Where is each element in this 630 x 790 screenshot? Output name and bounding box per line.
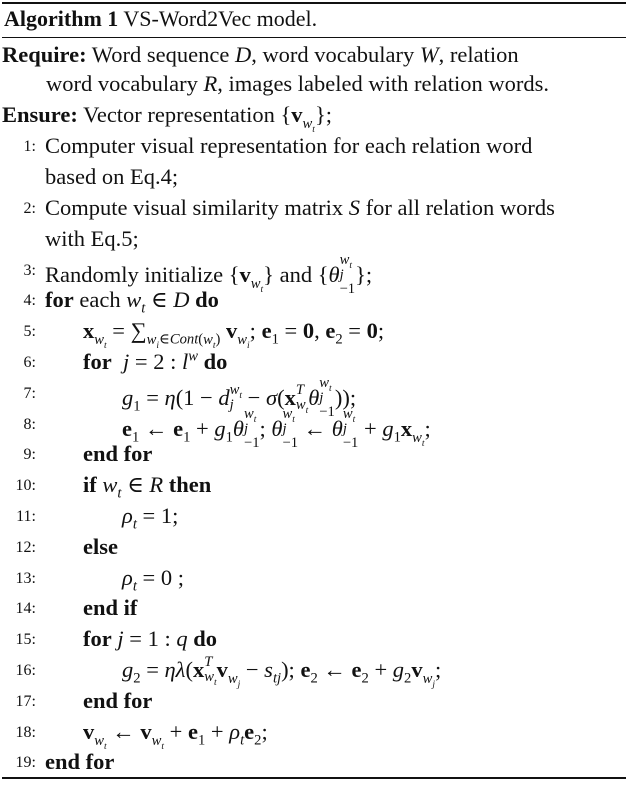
line-number-6: 6: xyxy=(23,354,36,371)
step-1-text: Computer visual representation for each relation word xyxy=(45,133,533,158)
else-keyword: else xyxy=(83,534,118,559)
then-keyword: then xyxy=(168,472,212,497)
step-2-cont-text: with Eq.5; xyxy=(45,226,139,251)
step-11: $\rho_t = 1$; xyxy=(122,503,179,533)
line-number-15: 15: xyxy=(15,631,36,648)
end-if-keyword: end if xyxy=(83,595,138,620)
step-12 xyxy=(83,532,118,563)
step-4: for each $w_t$ ∈ D do xyxy=(45,287,219,317)
line-number-10: 10: xyxy=(15,477,36,494)
for-keyword-inner: for xyxy=(83,349,112,374)
do-keyword: do xyxy=(195,287,219,312)
step-2: Compute visual similarity matrix S for all relation words xyxy=(45,195,555,220)
require-line-1: Require: Word sequence D, word vocabulary W, relation xyxy=(2,42,519,67)
step-10: if $w_t$ ∈ R then xyxy=(83,472,212,502)
line-number-17: 17: xyxy=(15,693,36,710)
step-2-cont xyxy=(45,224,139,255)
line-number-9: 9: xyxy=(23,446,36,463)
step-1-cont-text: based on Eq.4; xyxy=(45,164,179,189)
line-number-18: 18: xyxy=(15,724,36,741)
line-number-5: 5: xyxy=(23,323,36,340)
do-keyword-second: do xyxy=(193,626,217,651)
mid-rule xyxy=(2,37,626,38)
step-16: $g_2 = \eta\lambda(x$ T $w_t$ $v_{w_j} - s_{tj}$); $e_2$ ← $e_2 + g_2v_{w_j}$; xyxy=(122,654,442,690)
step-13: $\rho_t = 0$ ; xyxy=(122,565,184,595)
end-for-keyword-outer: end for xyxy=(45,749,115,774)
algorithm-title xyxy=(4,5,317,33)
step-1-cont xyxy=(45,162,178,193)
line-number-19: 19: xyxy=(15,754,36,771)
step-1 xyxy=(45,131,532,162)
line-number-1: 1: xyxy=(23,138,36,155)
step-3: Randomly initialize $\{v_{w_t}\}$ and {θ $w_t$ j −1}; xyxy=(45,252,373,298)
bottom-rule xyxy=(2,777,626,779)
top-rule xyxy=(2,2,626,4)
require-line-2: word vocabulary R, images labeled with relation words. xyxy=(46,71,549,96)
step-9 xyxy=(83,439,152,470)
do-keyword-inner: do xyxy=(203,349,228,374)
line-number-4: 4: xyxy=(23,292,36,309)
step-7: $g_1 = \eta(1 - d$ $w_t$ j − σ(x T $w_t$ θ $w_t$ j −1)); xyxy=(122,375,357,421)
for-keyword-second: for xyxy=(83,626,112,651)
line-number-3: 3: xyxy=(23,262,36,279)
algorithm-label: Algorithm 1 xyxy=(4,6,119,31)
line-number-8: 8: xyxy=(23,416,36,433)
step-14 xyxy=(83,593,137,624)
line-number-11: 11: xyxy=(16,508,36,525)
line-number-13: 13: xyxy=(15,570,36,587)
line-number-7: 7: xyxy=(23,385,36,402)
line-number-14: 14: xyxy=(15,600,36,617)
step-19 xyxy=(45,747,114,778)
algorithm-name: VS-Word2Vec model. xyxy=(123,6,318,31)
line-number-12: 12: xyxy=(15,539,36,556)
step-17 xyxy=(83,686,152,717)
end-for-keyword-inner: end for xyxy=(83,441,153,466)
end-for-keyword-second: end for xyxy=(83,688,153,713)
step-15: for j = 1 : q do xyxy=(83,626,217,651)
line-number-16: 16: xyxy=(15,662,36,679)
ensure-label: Ensure: xyxy=(2,102,78,127)
step-18: $v_{w_t}$ ← $v_{w_t} + e_1 + \rho_te_2$; xyxy=(83,719,268,752)
if-keyword: if xyxy=(83,472,97,497)
step-5: $x_{w_t} = \sum_{w_i\in Cont(w_t)}$ $v_{w_i}$; $e_1 = 0$, $e_2 = 0$; xyxy=(83,318,385,351)
require-label: Require: xyxy=(2,42,87,67)
line-number-2: 2: xyxy=(23,200,36,217)
step-6: for j = 2 : $l^w$ do xyxy=(83,348,228,374)
step-8: $e_1$ ← $e_1 + g_1\theta$ $w_t$ j −1; θ $w_t$ j −1 ← θ $w_t$ j $-1 + g_1x_{w_t}$; xyxy=(122,406,431,452)
ensure-line: Ensure: Vector representation $\{v_{w_t}\}$; xyxy=(2,102,332,135)
for-keyword: for xyxy=(45,287,74,312)
